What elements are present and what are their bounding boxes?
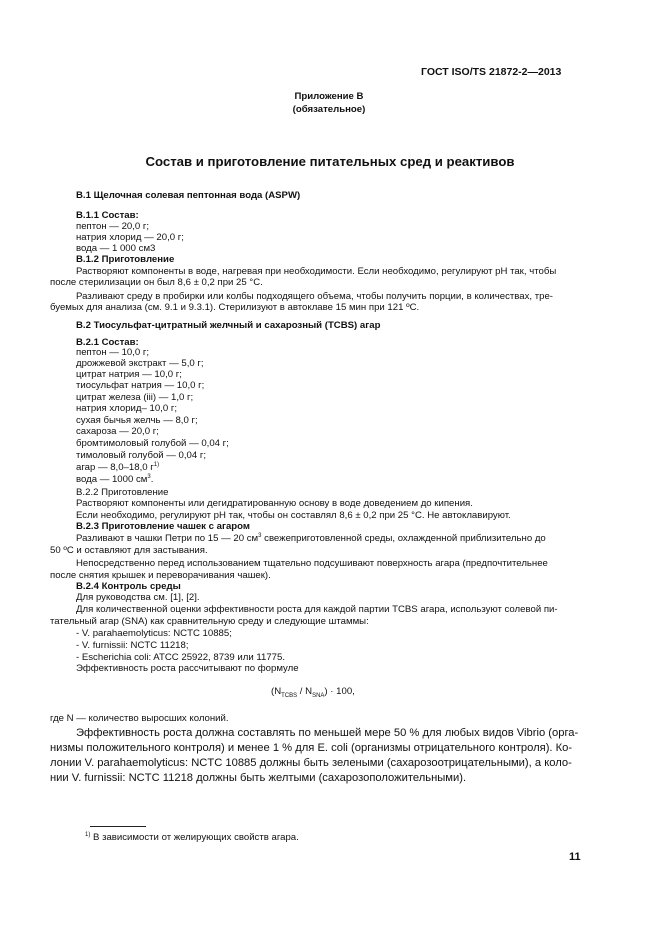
list-item: тиосульфат натрия — 10,0 г; [76,380,205,391]
paragraph-line: Разливают среду в пробирки или колбы подходящего объема, чтобы получить порции, в количествах, тре- [76,291,553,302]
strain-item: - V. furnissii: NCTC 11218; [76,640,189,651]
section-b21-heading: В.2.1 Состав: [76,337,139,348]
paragraph-line: Эффективность роста должна составлять по меньшей мере 50 % для любых видов Vibrio (орга- [76,727,579,739]
standard-code: ГОСТ ISO/TS 21872-2—2013 [421,66,562,78]
list-item: сахароза — 20,0 г; [76,426,159,437]
paragraph-line: Растворяют компоненты в воде, нагревая при необходимости. Если необходимо, регулируют pH так, чтобы [76,266,557,277]
footnote-divider [90,826,146,827]
list-item: пептон — 20,0 г; [76,221,150,232]
list-item-agar: агар — 8,0–18,0 $г^{1)}$ [76,461,160,473]
footnote: $^{1)}$ В зависимости от желирующих свойств агара. [85,831,299,843]
section-b24-heading: В.2.4 Контроль среды [76,581,181,592]
list-item: натрия хлорид — 20,0 г; [76,232,184,243]
list-item: пептон — 10,0 г; [76,347,150,358]
list-item: цитрат натрия — 10,0 г; [76,369,182,380]
section-b11-heading: В.1.1 Состав: [76,210,139,221]
footnote-ref: 1) [153,461,160,468]
paragraph-line: Для руководства см. [1], [2]. [76,592,200,603]
list-item: тимоловый голубой — 0,04 г; [76,450,207,461]
paragraph-line: Если необходимо, регулируют pH так, чтобы он составлял 8,6 ± 0,2 при 25 °С. Не автоклавируют. [76,510,511,521]
paragraph-line: после стерилизации он был 8,6 ± 0,2 при 25 °С. [50,277,263,288]
list-item: бромтимоловый голубой — 0,04 г; [76,438,229,449]
strain-item: - Escherichia coli: ATCC 25922, 8739 или 11775. [76,652,286,663]
list-item: цитрат железа (iii) — 1,0 г; [76,392,194,403]
list-item: дрожжевой экстракт — 5,0 г; [76,358,204,369]
page-number: 11 [569,851,581,863]
paragraph-line: где N — количество выросших колоний. [50,713,229,724]
paragraph-line: 50 ºС и оставляют для застывания. [50,545,208,556]
paragraph-line: низмы положительного контроля) и менее 1 % для E. coli (организмы отрицательного контроля). Ко- [50,742,573,754]
list-item: натрия хлорид– 10,0 г; [76,403,178,414]
section-b23-heading: В.2.3 Приготовление чашек с агаром [76,521,251,532]
paragraph-line: нии V. furnissii: NCTC 11218 должны быть желтыми (сахарозоположительными). [50,772,467,784]
paragraph-line: буемых для анализа (см. 9.1 и 9.3.1). Стерилизуют в автоклаве 15 мин при 121 ºС. [50,302,420,313]
paragraph-line: Эффективность роста рассчитывают по формуле [76,663,299,674]
growth-formula: $(N_{TCBS} / N_{SNA}) \cdot 100$, [271,686,355,699]
strain-item: - V. parahaemolyticus: NCTC 10885; [76,628,232,639]
list-item: вода — 1 000 см3 [76,243,156,254]
paragraph-line: Растворяют компоненты или дегидратированную основу в воде доведением до кипения. [76,498,473,509]
paragraph-line: лонии V. parahaemolyticus: NCTC 10885 должны быть зелеными (сахарозоотрицательными), а коло- [50,757,572,769]
paragraph-line: Разливают в чашки Петри по 15 — 20 $см^3$ свежеприготовленной среды, охлажденной приблизительно до [76,532,546,544]
section-b12-heading: В.1.2 Приготовление [76,254,175,265]
paragraph-line: Для количественной оценки эффективности роста для каждой партии TCBS агара, используют солевой пи- [76,604,558,615]
section-b1-heading: В.1 Щелочная солевая пептонная вода (ASPW) [76,190,301,201]
list-item: сухая бычья желчь — 8,0 г; [76,415,198,426]
annex-title: Приложение В [294,91,364,102]
section-b2-heading: В.2 Тиосульфат-цитратный желчный и сахарозный (TCBS) агар [76,320,381,331]
annex-status: (обязательное) [292,104,366,115]
paragraph-line: после снятия крышек и переворачивания чашек). [50,570,271,581]
list-item-water: вода — 1000 $см^3$. [76,473,154,485]
paragraph-line: Непосредственно перед использованием тщательно подсушивают поверхность агара (предпочтительнее [76,558,548,569]
page-title: Состав и приготовление питательных сред и реактивов [145,154,515,169]
section-b22-heading: В.2.2 Приготовление [76,487,169,498]
paragraph-line: тательный агар (SNA) как сравнительную среду и следующие штаммы: [50,616,369,627]
